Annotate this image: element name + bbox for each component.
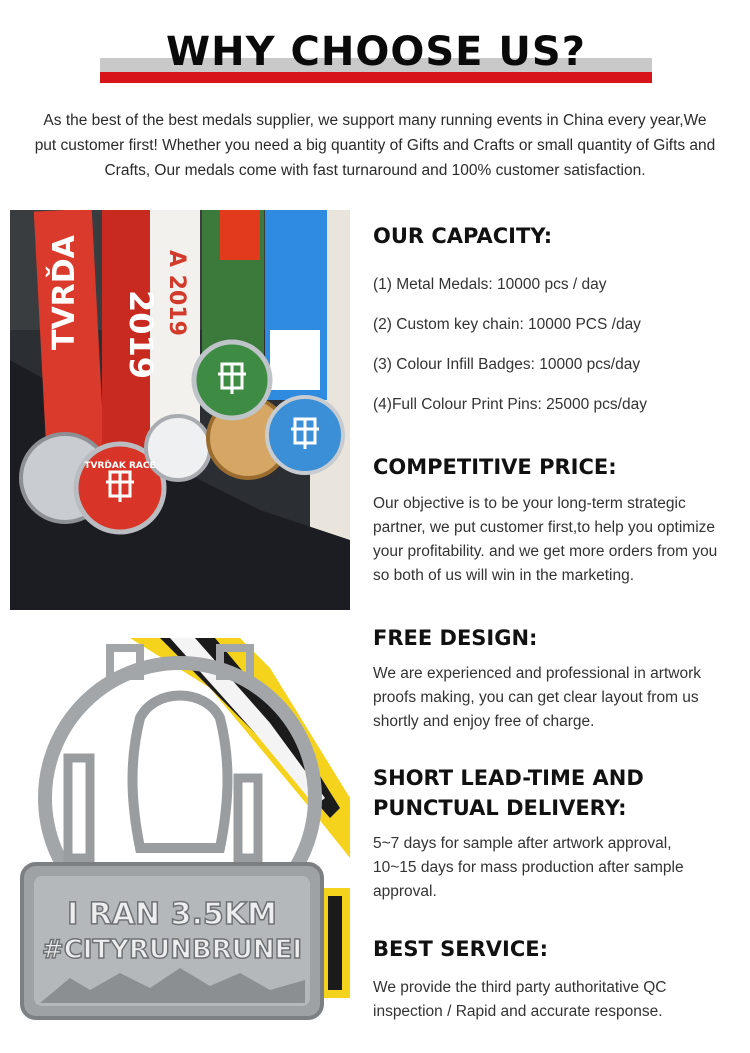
price-line: partner, we put customer first,to help you optimize (373, 519, 716, 536)
leadtime-title-line: SHORT LEAD-TIME AND (373, 766, 644, 790)
capacity-item: (4)Full Colour Print Pins: 25000 pcs/day (373, 396, 647, 413)
price-line: so both of us will win in the marketing. (373, 567, 635, 584)
leadtime-title-line: PUNCTUAL DELIVERY: (373, 796, 627, 820)
leadtime-line: approval. (373, 883, 437, 900)
ribbon-text-3: A 2019 (164, 250, 189, 336)
medals-photo-illustration (10, 210, 350, 610)
design-title: FREE DESIGN: (373, 626, 538, 650)
intro-line: As the best of the best medals supplier, we support many running events in China every year,We (43, 112, 707, 129)
leadtime-line: 10~15 days for mass production after sample (373, 859, 684, 876)
medals-photo (10, 210, 350, 610)
medal-text: TVRĎAK RACE (84, 461, 156, 471)
price-title: COMPETITIVE PRICE: (373, 455, 617, 479)
intro-line: put customer first! Whether you need a big quantity of Gifts and Crafts or small quantity of Gifts and (34, 137, 716, 154)
ribbon-text-1: TVRĎA (47, 235, 82, 350)
intro-paragraph (10, 108, 740, 183)
price-line: Our objective is to be your long-term strategic (373, 495, 686, 512)
price-paragraph (373, 492, 743, 588)
service-paragraph (373, 976, 743, 1024)
design-line: proofs making, you can get clear layout from us (373, 689, 699, 706)
medal-line2: #CITYRUNBRUNEI (41, 935, 303, 965)
heading (100, 28, 652, 88)
ribbon-text-2: 2019 (122, 290, 160, 380)
price-line: your profitability. and we get more orders from you (373, 543, 718, 560)
intro-line: Crafts, Our medals come with fast turnaround and 100% customer satisfaction. (104, 162, 646, 179)
service-line: We provide the third party authoritative QC (373, 979, 667, 996)
leadtime-title (373, 763, 644, 823)
medal-line1: I RAN 3.5KM (67, 897, 277, 932)
leadtime-line: 5~7 days for sample after artwork approval, (373, 835, 672, 852)
design-paragraph (373, 662, 743, 734)
service-title: BEST SERVICE: (373, 937, 548, 961)
design-line: shortly and enjoy free of charge. (373, 713, 595, 730)
capacity-item: (1) Metal Medals: 10000 pcs / day (373, 276, 607, 293)
leadtime-paragraph (373, 832, 743, 904)
capacity-title: OUR CAPACITY: (373, 224, 553, 248)
capacity-item: (3) Colour Infill Badges: 10000 pcs/day (373, 356, 641, 373)
design-line: We are experienced and professional in artwork (373, 665, 701, 682)
capacity-item: (2) Custom key chain: 10000 PCS /day (373, 316, 641, 333)
page-title: WHY CHOOSE US? (166, 29, 586, 75)
service-line: inspection / Rapid and accurate response. (373, 1003, 663, 1020)
city-run-medal-photo (10, 628, 350, 1028)
city-run-medal-illustration (10, 628, 350, 1028)
